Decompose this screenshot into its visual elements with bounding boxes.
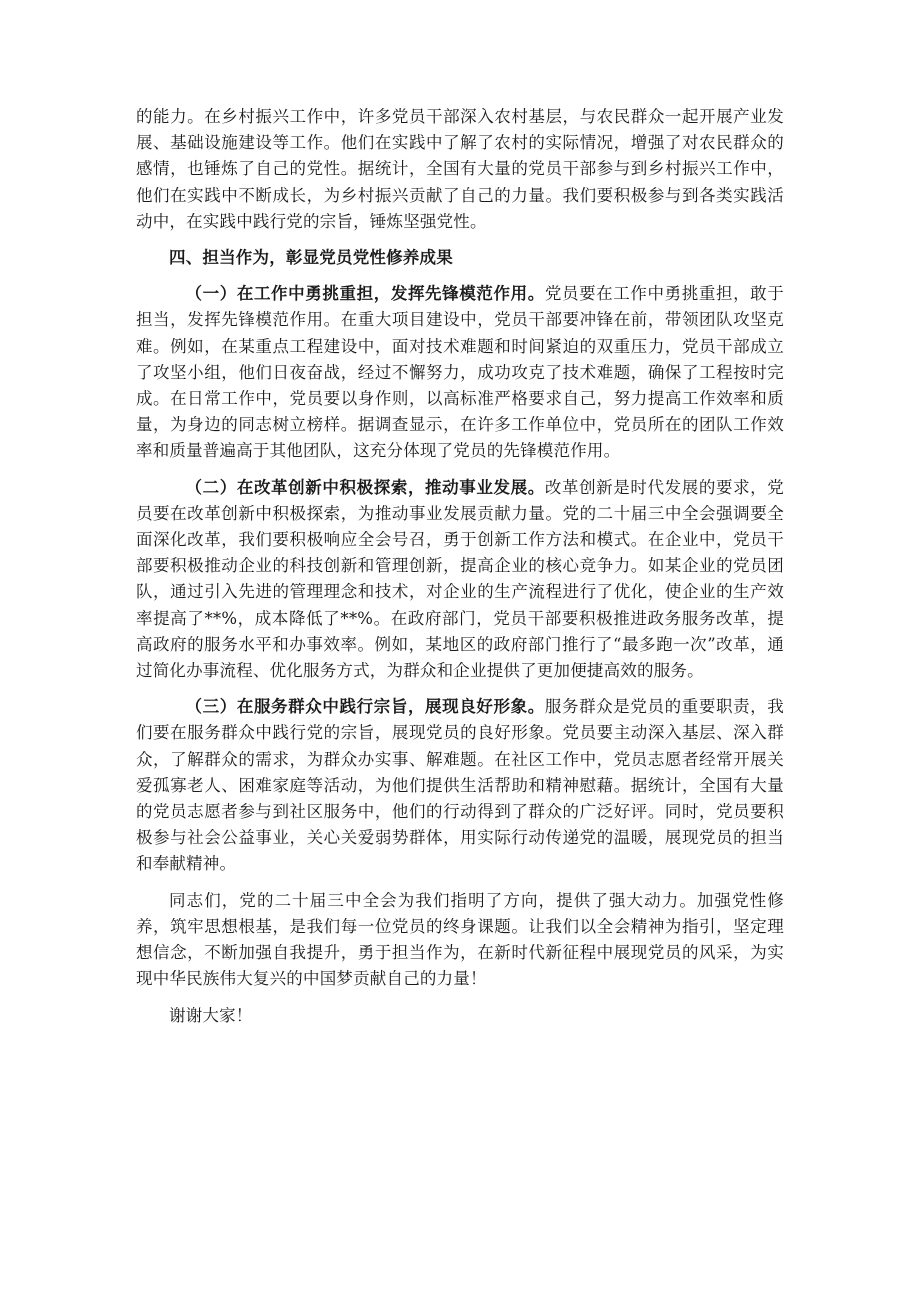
item-3-paragraph <box>136 694 784 877</box>
item-3-title: （三）在服务群众中践行宗旨，展现良好形象。 <box>185 697 545 717</box>
item-2-title: （二）在改革创新中积极探索，推动事业发展。 <box>185 477 545 497</box>
item-1-body: 党员要在工作中勇挑重担，敢于担当，发挥先锋模范作用。在重大项目建设中，党员干部要冲锋在前，带领团队攻坚克难。例如，在某重点工程建设中，面对技术难题和时间紧迫的双重压力，党员干部成立了攻坚小组，他们日夜奋战，经过不懈努力，成功攻克了技术难题，确保了工程按时完成。在日常工作中，党员要以身作则，以高标准严格要求自己，努力提高工作效率和质量，为身边的同志树立榜样。据调查显示，在许多工作单位中，党员所在的团队工作效率和质量普遍高于其他团队，这充分体现了党员的先锋模范作用。 <box>136 284 784 461</box>
document-page <box>136 104 784 1029</box>
item-2-body: 改革创新是时代发展的要求，党员要在改革创新中积极探索，为推动事业发展贡献力量。党的二十届三中全会强调要全面深化改革，我们要积极响应全会号召，勇于创新工作方法和模式。在企业中，党员干部要积极推动企业的科技创新和管理创新，提高企业的核心竞争力。如某企业的党员团队，通过引入先进的管理理念和技术，对企业的生产流程进行了优化，使企业的生产效率提高了**%，成本降低了**%。在政府部门，党员干部要积极推进政务服务改革，提高政府的服务水平和办事效率。例如，某地区的政府部门推行了“最多跑一次”改革，通过简化办事流程、优化服务方式，为群众和企业提供了更加便捷高效的服务。 <box>136 477 784 681</box>
opening-paragraph: 的能力。在乡村振兴工作中，许多党员干部深入农村基层，与农民群众一起开展产业发展、基础设施建设等工作。他们在实践中了解了农村的实际情况，增强了对农民群众的感情，也锤炼了自己的党性。据统计，全国有大量的党员干部参与到乡村振兴工作中，他们在实践中不断成长，为乡村振兴贡献了自己的力量。我们要积极参与到各类实践活动中，在实践中践行党的宗旨，锤炼坚强党性。 <box>136 107 784 231</box>
item-1-title: （一）在工作中勇挑重担，发挥先锋模范作用。 <box>185 284 545 304</box>
section-heading: 四、担当作为，彰显党员党性修养成果 <box>169 248 453 268</box>
item-1-paragraph <box>136 281 784 464</box>
item-2-paragraph <box>136 475 784 685</box>
thanks-line: 谢谢大家！ <box>169 1005 253 1025</box>
closing-paragraph: 同志们，党的二十届三中全会为我们指明了方向，提供了强大动力。加强党性修养，筑牢思想根基，是我们每一位党员的终身课题。让我们以全会精神为指引，坚定理想信念，不断加强自我提升，勇于担当作为，在新时代新征程中展现党员的风采，为实现中华民族伟大复兴的中国梦贡献自己的力量！ <box>136 890 784 989</box>
item-3-body: 服务群众是党员的重要职责，我们要在服务群众中践行党的宗旨，展现党员的良好形象。党员要主动深入基层、深入群众，了解群众的需求，为群众办实事、解难题。在社区工作中，党员志愿者经常开展关爱孤寡老人、困难家庭等活动，为他们提供生活帮助和精神慰藉。据统计，全国有大量的党员志愿者参与到社区服务中，他们的行动得到了群众的广泛好评。同时，党员要积极参与社会公益事业，关心关爱弱势群体，用实际行动传递党的温暖，展现党员的担当和奉献精神。 <box>136 697 784 874</box>
